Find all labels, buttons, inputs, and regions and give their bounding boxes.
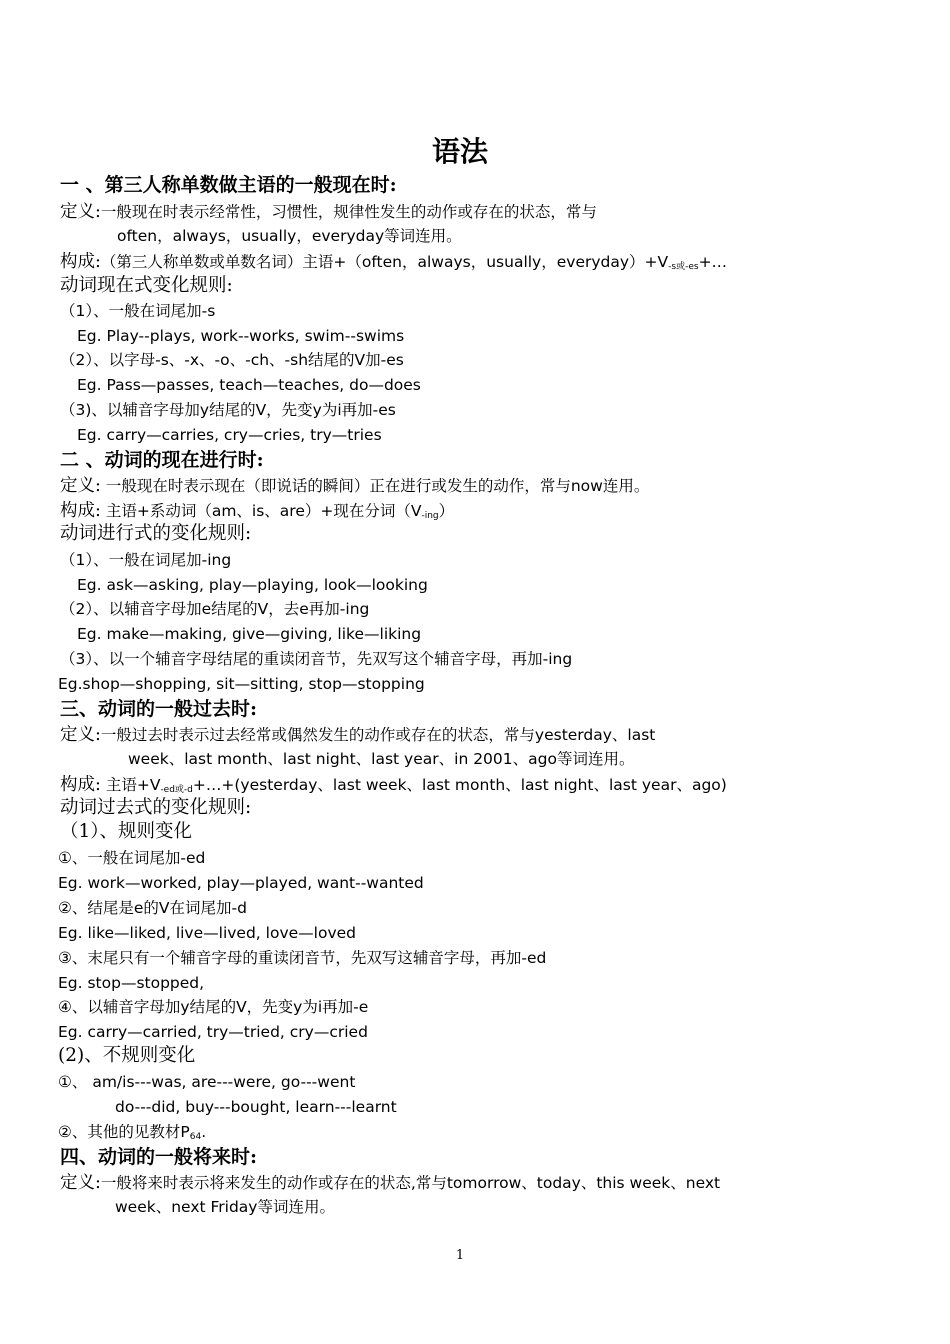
- rule-item: （2）、以字母-s、-x、-o、-ch、-sh结尾的V加-es: [60, 351, 404, 369]
- example-line: Eg. carry—carries, cry—cries, try—tries: [77, 426, 382, 444]
- composition-subscript: -ing: [421, 511, 439, 521]
- section-1-heading: 一 、第三人称单数做主语的一般现在时:: [60, 174, 397, 196]
- example-line: Eg. Play--plays, work--works, swim--swims: [77, 327, 405, 345]
- example-line: Eg. make—making, give—giving, like—liking: [77, 625, 422, 643]
- example-line: Eg. carry—carried, try—tried, cry—cried: [58, 1023, 368, 1041]
- irregular-end: .: [201, 1123, 207, 1141]
- composition-end: +…: [698, 253, 728, 271]
- composition-text: （第三人称单数或单数名词）主语+（often，always，usually，everyday）+V: [100, 253, 669, 271]
- rule-item: ③、末尾只有一个辅音字母的重读闭音节，先双写这辅音字母，再加-ed: [58, 949, 547, 967]
- rule-item: （1）、一般在词尾加-ing: [60, 551, 232, 569]
- rule-item: （3）、以一个辅音字母结尾的重读闭音节，先双写这个辅音字母，再加-ing: [60, 650, 573, 668]
- section-2-definition: [60, 475, 649, 497]
- definition-label: 定义:: [60, 202, 101, 222]
- irregular-item-cont: do---did, buy---bought, learn---learnt: [115, 1098, 397, 1116]
- composition-subscript: -s或-es: [668, 262, 699, 272]
- rule-item: ②、结尾是e的V在词尾加-d: [58, 899, 247, 917]
- section-3-rule-heading: 动词过去式的变化规则:: [60, 797, 252, 818]
- section-3-definition-cont: week、last month、last night、last year、in 2001、ago等词连用。: [128, 750, 635, 768]
- example-line: Eg. work—worked, play—played, want--wanted: [58, 874, 424, 892]
- definition-text: 一般现在时表示现在（即说话的瞬间）正在进行或发生的动作，常与now连用。: [100, 477, 650, 495]
- example-line: Eg. like—liked, live—lived, love—loved: [58, 924, 356, 942]
- section-4-definition: [60, 1172, 720, 1194]
- irregular-text: ②、其他的见教材P: [58, 1123, 190, 1141]
- section-3-definition: [60, 724, 655, 746]
- definition-text: 一般现在时表示经常性，习惯性，规律性发生的动作或存在的状态，常与: [100, 203, 597, 221]
- irregular-item: [58, 1121, 206, 1148]
- composition-label: 构成:: [60, 775, 101, 795]
- irregular-item: ①、 am/is---was, are---were, go---went: [58, 1073, 356, 1091]
- composition-end: ）: [438, 502, 455, 520]
- composition-label: 构成:: [60, 252, 101, 272]
- example-line: Eg. Pass—passes, teach—teaches, do—does: [77, 376, 421, 394]
- example-line: Eg.shop—shopping, sit—sitting, stop—stopping: [58, 675, 425, 693]
- page-title: 语法: [431, 135, 488, 168]
- composition-label: 构成:: [60, 501, 101, 521]
- composition-end: +…+(yesterday、last week、last month、last night、last year、ago): [192, 776, 727, 794]
- section-3-heading: 三、动词的一般过去时:: [60, 698, 258, 720]
- section-1-definition-cont: often，always，usually，everyday等词连用。: [117, 227, 462, 245]
- page-reference-subscript: 64: [189, 1132, 202, 1142]
- rule-item: ①、一般在词尾加-ed: [58, 849, 206, 867]
- section-1-definition: [60, 201, 597, 223]
- example-line: Eg. stop—stopped,: [58, 974, 205, 992]
- example-line: Eg. ask—asking, play—playing, look—looking: [77, 576, 428, 594]
- definition-text: 一般将来时表示将来发生的动作或存在的状态,常与tomorrow、today、this week、next: [100, 1174, 721, 1192]
- section-2-rule-heading: 动词进行式的变化规则:: [60, 523, 252, 544]
- definition-text: 一般过去时表示过去经常或偶然发生的动作或存在的状态，常与yesterday、last: [100, 726, 656, 744]
- irregular-change-heading: (2)、不规则变化: [58, 1045, 196, 1066]
- definition-label: 定义:: [60, 1173, 101, 1193]
- rule-item: ④、以辅音字母加y结尾的V，先变y为i再加-e: [58, 998, 369, 1016]
- rule-item: （3)、以辅音字母加y结尾的V，先变y为i再加-es: [60, 401, 396, 419]
- section-2-heading: 二 、动词的现在进行时:: [60, 449, 264, 471]
- definition-label: 定义:: [60, 725, 101, 745]
- composition-subscript: -ed或-d: [160, 785, 193, 795]
- section-4-definition-cont: week、next Friday等词连用。: [115, 1198, 335, 1216]
- section-1-composition: [60, 251, 727, 278]
- rule-item: （1）、一般在词尾加-s: [60, 302, 216, 320]
- section-4-heading: 四、动词的一般将来时:: [60, 1146, 258, 1168]
- section-1-rule-heading: 动词现在式变化规则:: [60, 275, 233, 296]
- regular-change-heading: （1）、规则变化: [60, 821, 193, 842]
- definition-label: 定义:: [60, 476, 101, 496]
- page-number: 1: [455, 1248, 465, 1263]
- composition-text: 主语+系动词（am、is、are）+现在分词（V: [100, 502, 422, 520]
- rule-item: （2）、以辅音字母加e结尾的V，去e再加-ing: [60, 600, 370, 618]
- composition-text: 主语+V: [100, 776, 161, 794]
